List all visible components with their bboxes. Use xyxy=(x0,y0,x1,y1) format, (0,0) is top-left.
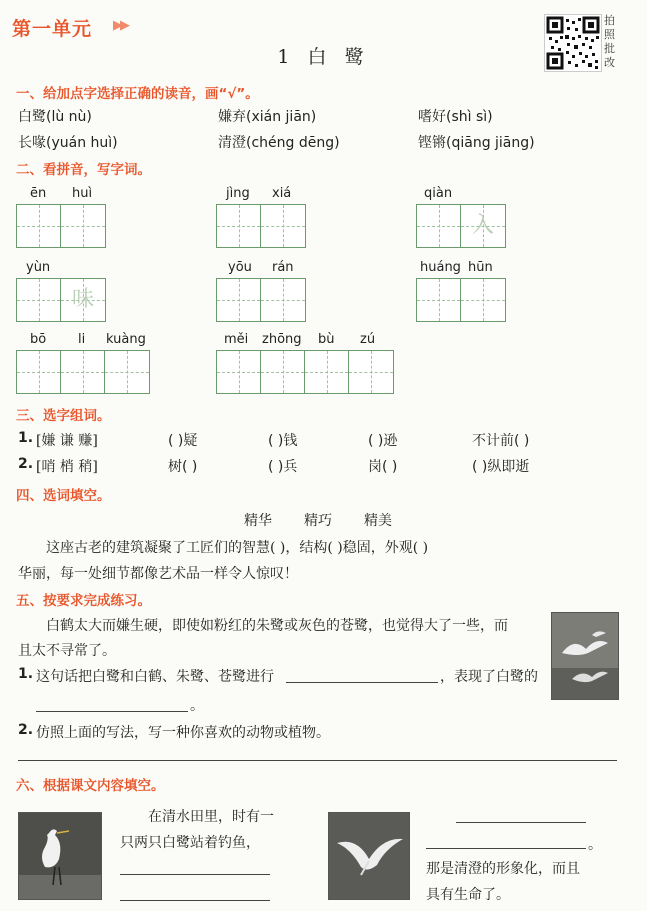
egret-flight-photo xyxy=(551,612,619,700)
char-choices: [哨 梢 稍] xyxy=(36,459,98,475)
section-2-title: 二、看拼音，写字词。 xyxy=(16,162,151,178)
word-blank[interactable]: ( )逊 xyxy=(368,433,398,449)
word-option: 精华 xyxy=(244,513,272,529)
item-number: 1. xyxy=(18,430,34,446)
word-blank[interactable]: ( )疑 xyxy=(168,433,198,449)
writing-grid[interactable] xyxy=(216,204,306,248)
answer-line[interactable] xyxy=(120,900,270,901)
writing-grid[interactable] xyxy=(16,278,106,322)
answer-line[interactable] xyxy=(456,822,586,823)
period: 。 xyxy=(588,837,602,853)
word-blank[interactable]: ( )兵 xyxy=(268,459,298,475)
egret-standing-photo xyxy=(18,812,102,900)
word-option: 精巧 xyxy=(304,513,332,529)
answer-line[interactable] xyxy=(426,848,586,849)
pinyin: yùn xyxy=(26,260,51,275)
qr-caption: 拍照批改 xyxy=(604,14,615,69)
word-blank[interactable]: 岗( ) xyxy=(368,459,398,475)
question-text: 仿照上面的写法，写一种你喜欢的动物或植物。 xyxy=(36,725,330,741)
answer-line[interactable] xyxy=(286,682,438,683)
passage-text: 且太不寻常了。 xyxy=(18,643,116,659)
unit-arrow-icon: ▶▶ xyxy=(113,18,127,33)
fill-sentence[interactable]: 这座古老的建筑凝聚了工匠们的智慧( )，结构( )稳固，外观( ) xyxy=(46,540,429,556)
hint-char: 味 xyxy=(71,287,94,312)
writing-grid[interactable] xyxy=(416,278,506,322)
reading-item[interactable]: 清澄(chéng dēng) xyxy=(218,135,340,151)
pinyin: qiàn xyxy=(424,186,453,201)
answer-line[interactable] xyxy=(120,874,270,875)
section-1-title: 一、给加点字选择正确的读音，画“√”。 xyxy=(16,86,259,102)
word-blank[interactable]: 不计前( ) xyxy=(472,433,530,449)
pinyin: hūn xyxy=(468,260,493,275)
unit-label: 第一单元 xyxy=(12,18,93,40)
reading-item[interactable]: 白鹭(lù nù) xyxy=(18,109,92,125)
pinyin: yōu xyxy=(228,260,252,275)
section-4-title: 四、选词填空。 xyxy=(16,488,111,504)
passage-text: 在清水田里，时有一 xyxy=(148,809,274,825)
reading-item[interactable]: 铿锵(qiāng jiāng) xyxy=(418,135,535,151)
question-text: 这句话把白鹭和白鹤、朱鹭、苍鹭进行 xyxy=(36,669,274,685)
writing-grid[interactable] xyxy=(416,204,506,248)
item-number: 1. xyxy=(18,666,34,682)
passage-text: 具有生命了。 xyxy=(426,887,510,903)
period: 。 xyxy=(190,698,204,714)
pinyin: zú xyxy=(360,332,376,347)
pinyin: rán xyxy=(272,260,294,275)
writing-grid[interactable] xyxy=(16,204,106,248)
word-blank[interactable]: 树( ) xyxy=(168,459,198,475)
writing-grid[interactable] xyxy=(216,350,394,394)
writing-grid[interactable] xyxy=(216,278,306,322)
word-blank[interactable]: ( )钱 xyxy=(268,433,298,449)
pinyin: huì xyxy=(72,186,93,201)
pinyin: měi xyxy=(224,332,249,347)
egret-flying-photo xyxy=(328,812,410,900)
pinyin: bù xyxy=(318,332,335,347)
pinyin: bō xyxy=(30,332,47,347)
section-3-title: 三、选字组词。 xyxy=(16,408,111,424)
word-blank[interactable]: ( )纵即逝 xyxy=(472,459,530,475)
writing-grid[interactable] xyxy=(16,350,150,394)
passage-text: 只两只白鹭站着钓鱼， xyxy=(120,835,260,851)
pinyin: kuàng xyxy=(106,332,146,347)
word-option: 精美 xyxy=(364,513,392,529)
section-6-title: 六、根据课文内容填空。 xyxy=(16,778,165,794)
item-number: 2. xyxy=(18,456,34,472)
pinyin: huáng xyxy=(420,260,461,275)
char-choices: [嫌 谦 赚] xyxy=(36,433,98,449)
passage-text: 白鹤太大而嫌生硬，即使如粉红的朱鹭或灰色的苍鹭，也觉得大了一些，而 xyxy=(46,618,508,634)
answer-line[interactable] xyxy=(18,760,617,761)
hint-char: 入 xyxy=(471,213,494,238)
pinyin: zhōng xyxy=(262,332,302,347)
reading-item[interactable]: 嗜好(shì sì) xyxy=(418,109,493,125)
reading-item[interactable]: 嫌弃(xián jiān) xyxy=(218,109,317,125)
pinyin: jìng xyxy=(226,186,250,201)
section-5-title: 五、按要求完成练习。 xyxy=(16,593,151,609)
pinyin: ēn xyxy=(30,186,47,201)
answer-line[interactable] xyxy=(36,711,188,712)
question-text: ，表现了白鹭的 xyxy=(440,669,538,685)
lesson-title: 1 白 鹭 xyxy=(277,46,370,68)
passage-text: 那是清澄的形象化，而且 xyxy=(426,861,580,877)
pinyin: xiá xyxy=(272,186,292,201)
reading-item[interactable]: 长喙(yuán huì) xyxy=(18,135,118,151)
item-number: 2. xyxy=(18,722,34,738)
fill-sentence-cont: 华丽，每一处细节都像艺术品一样令人惊叹！ xyxy=(18,566,298,582)
pinyin: li xyxy=(78,332,86,347)
